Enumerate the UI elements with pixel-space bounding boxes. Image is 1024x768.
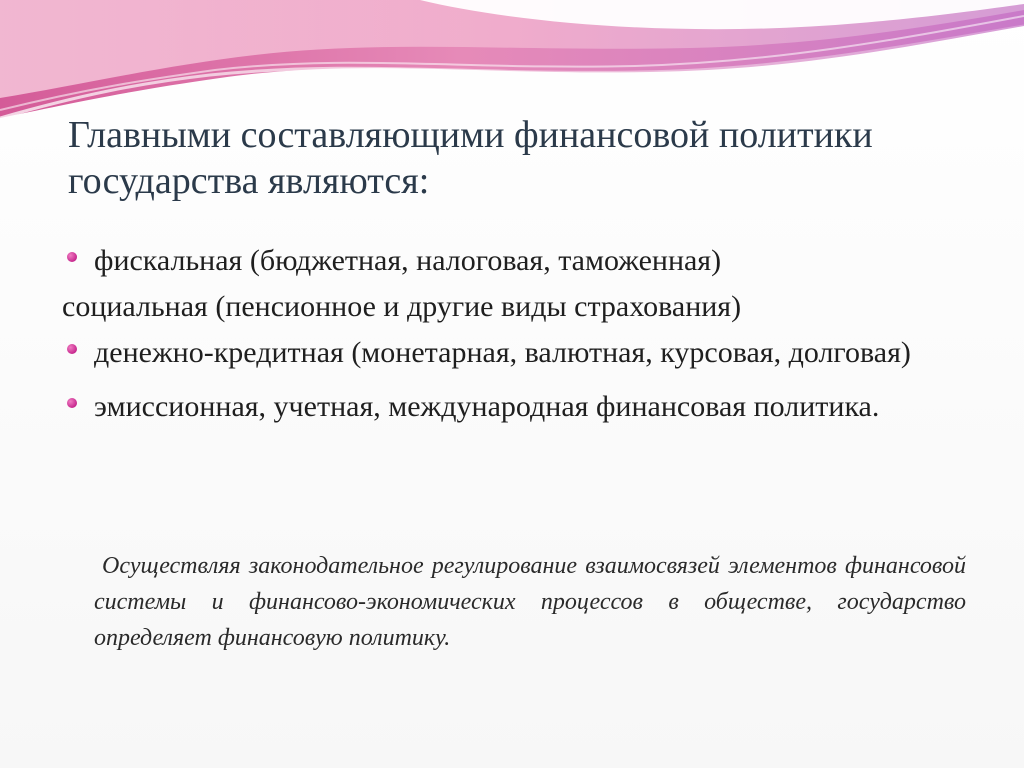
explanatory-note: Осуществляя законодательное регулирование взаимосвязей элементов финансовой системы и финансово-экономических процессов в обществе, государство определяет финансовую политику. [94,553,966,651]
slide-title: Главными составляющими финансовой политики государства являются: [68,114,873,202]
spacer [62,376,966,384]
bullet-icon [67,252,77,262]
list-item-text: фискальная (бюджетная, налоговая, таможенная) [94,244,722,277]
list-item-text: эмиссионная, учетная, международная финансовая политика. [94,390,880,423]
list-item-text: денежно-кредитная (монетарная, валютная, курсовая, долговая) [94,336,911,369]
list-item-text: социальная (пенсионное и другие виды страхования) [62,290,742,323]
decorative-header-wave [0,0,1024,130]
list-item-social [62,284,966,330]
bullet-icon [67,344,77,354]
list-item-monetary [62,330,966,376]
list-item-fiscal [62,238,966,284]
content-list [62,238,966,430]
bullet-icon [67,398,77,408]
list-item-emission [62,384,966,430]
